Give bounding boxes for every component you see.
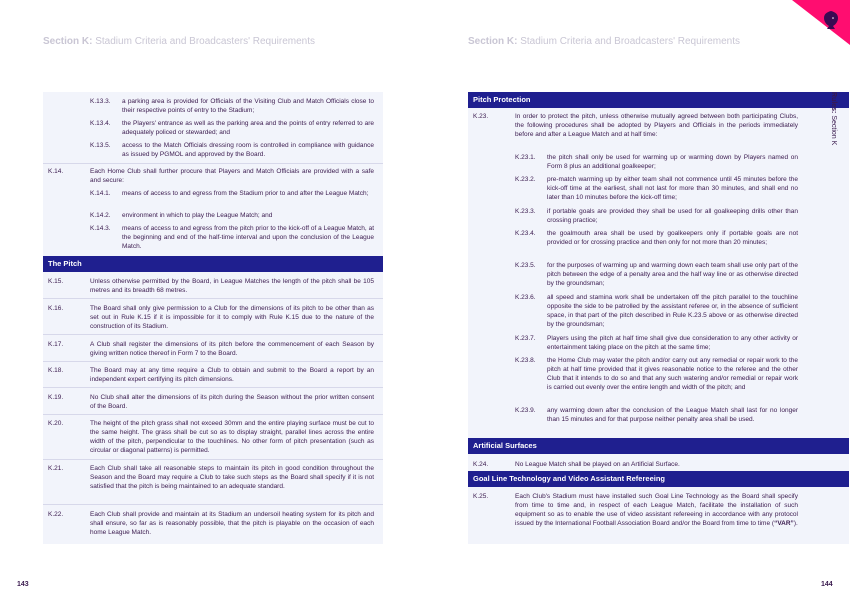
rule-number: K.22. (48, 511, 64, 518)
rule-number: K.13.3. (90, 98, 111, 105)
rule-number: K.14.3. (90, 225, 111, 232)
rule-number: K.20. (48, 420, 64, 427)
divider (43, 361, 383, 362)
rule-text: if portable goals are provided they shall be used for all goalkeeping drills other than crossing practice; (547, 208, 798, 224)
rule-number: K.13.5. (90, 142, 111, 149)
rule-number: K.23.2. (515, 176, 536, 183)
rule-text: Each Club shall provide and maintain at its Stadium an undersoil heating system for its pitch and shall ensure, so far as is reasonably possible, that the pitch is playable on the occasion of each home League Match. (90, 511, 374, 536)
rule-number: K.23.5. (515, 262, 536, 269)
rule-text: No Club shall alter the dimensions of its pitch during the Season without the prior written consent of the Board. (90, 394, 374, 410)
rule-number: K.24. (473, 461, 489, 468)
divider (43, 163, 383, 164)
rule-text: a parking area is provided for Officials of the Visiting Club and Match Officials close to their respective points of entry to the Stadium; (122, 98, 374, 114)
rule-text: environment in which to play the League Match; and (122, 212, 273, 219)
divider (43, 334, 383, 335)
rule-number: K.25. (473, 493, 489, 500)
rule-text: the Home Club may water the pitch and/or carry out any remedial or repair work to the pitch at half time provided that it gives reasonable notice to the referee and the other Club that it intends to do so and that any such watering and/or remedial or repair work is carried out evenly over the entire length and width of the pitch; and (547, 357, 798, 391)
divider (43, 298, 383, 299)
rule-text: A Club shall register the dimensions of its pitch before the commencement of each Season by giving written notice thereof in Form 7 to the Board. (90, 341, 374, 357)
rule-number: K.23.7. (515, 335, 536, 342)
rule-text: any warming down after the conclusion of the League Match shall last for no longer than 15 minutes and for that purpose neither penalty area shall be used. (547, 407, 798, 423)
rule-text: means of access to and egress from the pitch prior to the kick-off of a League Match, at the beginning and end of the half-time interval and upon the conclusion of the League Match. (122, 225, 374, 250)
rule-text: No League Match shall be played on an Artificial Surface. (515, 461, 680, 468)
corner-accent (792, 0, 850, 45)
rule-text: Players using the pitch at half time shall give due consideration to any other activity or entertainment taking place on the pitch at the same time; (547, 335, 798, 351)
page-number-right: 144 (821, 581, 833, 588)
rule-number: K.23.1. (515, 154, 536, 161)
rule-text: In order to protect the pitch, unless otherwise mutually agreed between both participating Clubs, the following procedures shall be adopted by Players and Officials in the periods immediately before and after a League Match and at half time: (515, 113, 798, 138)
divider (43, 414, 383, 415)
rule-number: K.14. (48, 168, 64, 175)
lion-crest-icon (822, 10, 840, 30)
rule-number: K.14.2. (90, 212, 111, 219)
rule-text: means of access to and egress from the Stadium prior to and after the League Match; (122, 190, 369, 197)
page-number-left: 143 (17, 581, 29, 588)
rule-text: The Board may at any time require a Club to obtain and submit to the Board a report by an independent expert certifying its pitch dimensions. (90, 367, 374, 383)
rule-text: the Players' entrance as well as the parking area and the points of entry referred to are adequately policed or stewarded; and (122, 120, 374, 136)
rule-number: K.16. (48, 305, 64, 312)
side-tab-rules-section: Rules: Section K (830, 92, 837, 146)
rule-text: The Board shall only give permission to a Club for the dimensions of its pitch to be other than as set out in Rule K.15 if it is impossible for it to comply with Rule K.15 due to the nature of the construction of its Stadium. (90, 305, 374, 330)
rule-number: K.23.9. (515, 407, 536, 414)
rule-number: K.18. (48, 367, 64, 374)
rule-number: K.15. (48, 278, 64, 285)
rule-text: The height of the pitch grass shall not exceed 30mm and the entire playing surface must be cut to the same height. The grass shall be cut so as to display straight, parallel lines across the entire width of the pitch, perpendicular to the touchlines. No other form of pitch presentation (such as circular or diagonal patterns) is permitted. (90, 420, 374, 454)
section-header-artificial-surfaces: Artificial Surfaces (468, 438, 849, 454)
rule-text: access to the Match Officials dressing room is controlled in compliance with guidance as issued by PGMOL and approved by the Board. (122, 142, 374, 158)
divider (43, 387, 383, 388)
rule-text: Each Club shall take all reasonable steps to maintain its pitch in good condition throughout the Season and the Board may require a Club to take such steps as the Board shall specify if it is not satisfied that the pitch is being maintained to an adequate standard. (90, 465, 374, 490)
rule-number: K.17. (48, 341, 64, 348)
section-title-right: Section K: Stadium Criteria and Broadcasters' Requirements (468, 36, 741, 47)
rule-text: pre-match warming up by either team shall not commence until 45 minutes before the kick-off time at the earliest, shall not last for more than 30 minutes, and shall end no later than 10 minutes before the kick-off time; (547, 176, 798, 201)
rule-number: K.13.4. (90, 120, 111, 127)
rule-number: K.21. (48, 465, 64, 472)
right-page (425, 0, 850, 603)
divider (43, 504, 383, 505)
rule-text: for the purposes of warming up and warming down each team shall use only part of the pitch between the edge of a penalty area and the half way line or as otherwise directed by the groundsman; (547, 262, 798, 287)
rule-text: all speed and stamina work shall be undertaken off the pitch parallel to the touchline opposite the side to be patrolled by the assistant referee or, in the absence of sufficient space, in that part of the pitch described in Rule K.23.5 above or as otherwise directed by the groundsman; (547, 294, 798, 328)
rule-number: K.23. (473, 113, 489, 120)
rule-text: the pitch shall only be used for warming up or warming down by Players named on Form 8 plus an additional goalkeeper; (547, 154, 798, 170)
rule-text: Each Club's Stadium must have installed such Goal Line Technology as the Board shall specify from time to time and, in respect of each League Match, facilitate the installation of such equipment so as to enable the use of video assistant refereeing in accordance with any protocol issued by the International Football Association Board and/or the Board from time to time (“VAR”). (515, 493, 798, 527)
section-title-left: Section K: Stadium Criteria and Broadcasters' Requirements (43, 36, 316, 47)
section-header-goal-line-technology: Goal Line Technology and Video Assistant Refereeing (468, 471, 849, 487)
rule-text: the goalmouth area shall be used by goalkeepers only if portable goals are not provided or for crossing practice and then only for not more than 20 minutes; (547, 230, 798, 246)
rule-number: K.23.3. (515, 208, 536, 215)
rule-number: K.19. (48, 394, 64, 401)
rule-number: K.14.1. (90, 190, 111, 197)
rule-text: Unless otherwise permitted by the Board, in League Matches the length of the pitch shall be 105 metres and its breadth 68 metres. (90, 278, 374, 294)
divider (43, 459, 383, 460)
rule-number: K.23.6. (515, 294, 536, 301)
section-header-pitch-protection: Pitch Protection (468, 92, 849, 108)
section-header-the-pitch: The Pitch (43, 256, 383, 272)
rule-number: K.23.4. (515, 230, 536, 237)
rule-text: Each Home Club shall further procure that Players and Match Officials are provided with a safe and secure: (90, 168, 374, 184)
rule-number: K.23.8. (515, 357, 536, 364)
